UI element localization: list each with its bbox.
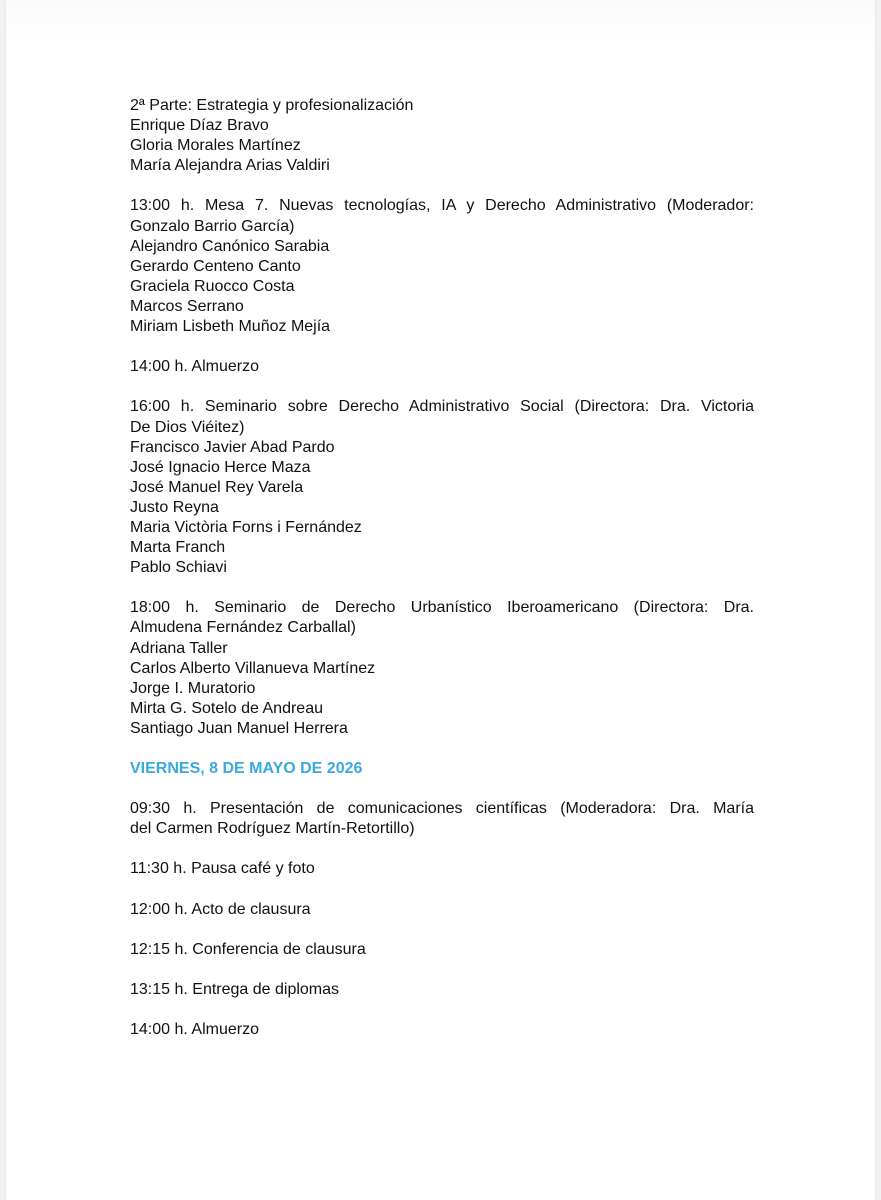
speaker-name: Graciela Ruocco Costa bbox=[130, 277, 295, 295]
speaker-name: Gloria Morales Martínez bbox=[130, 137, 301, 155]
speaker-name: Enrique Díaz Bravo bbox=[130, 117, 269, 135]
speaker-name: Pablo Schiavi bbox=[130, 559, 227, 577]
document-page bbox=[6, 0, 875, 1200]
schedule-item bbox=[130, 900, 754, 920]
schedule-item bbox=[130, 859, 754, 879]
schedule-item-text: 12:15 h. Conferencia de clausura bbox=[130, 940, 366, 958]
program-content bbox=[130, 96, 754, 1060]
schedule-item-text: 14:00 h. Almuerzo bbox=[130, 1021, 259, 1039]
speaker-name: Gerardo Centeno Canto bbox=[130, 257, 301, 275]
schedule-item-text: 11:30 h. Pausa café y foto bbox=[130, 860, 315, 878]
lunch-item: 14:00 h. Almuerzo bbox=[130, 358, 259, 376]
part2-section bbox=[130, 96, 754, 176]
speaker-name: José Ignacio Herce Maza bbox=[130, 458, 311, 476]
mesa7-title-line1: 13:00 h. Mesa 7. Nuevas tecnologías, IA y Derecho Administrativo (Moderador: bbox=[130, 197, 754, 215]
speaker-name: Marcos Serrano bbox=[130, 297, 244, 315]
mesa7-title-line2: Gonzalo Barrio García) bbox=[130, 217, 295, 235]
seminario-urbanistico-title-line1: 18:00 h. Seminario de Derecho Urbanístico Iberoamericano (Directora: Dra. bbox=[130, 599, 754, 617]
speaker-name: Francisco Javier Abad Pardo bbox=[130, 438, 335, 456]
seminario-social-title-line1: 16:00 h. Seminario sobre Derecho Administrativo Social (Directora: Dra. Victoria bbox=[130, 398, 754, 416]
speaker-name: Alejandro Canónico Sarabia bbox=[130, 237, 330, 255]
speaker-name: Santiago Juan Manuel Herrera bbox=[130, 719, 348, 737]
speaker-name: Mirta G. Sotelo de Andreau bbox=[130, 699, 323, 717]
comunicaciones-section bbox=[130, 799, 754, 839]
speaker-name: José Manuel Rey Varela bbox=[130, 478, 304, 496]
day-heading-friday: VIERNES, 8 DE MAYO DE 2026 bbox=[130, 760, 363, 778]
speaker-name: Justo Reyna bbox=[130, 498, 219, 516]
lunch-section bbox=[130, 357, 754, 377]
schedule-item bbox=[130, 980, 754, 1000]
speaker-name: Adriana Taller bbox=[130, 639, 228, 657]
seminario-social-title-line2: De Dios Viéitez) bbox=[130, 418, 245, 436]
schedule-item-text: 12:00 h. Acto de clausura bbox=[130, 900, 311, 918]
seminario-urbanistico-section bbox=[130, 598, 754, 739]
speaker-name: Maria Victòria Forns i Fernández bbox=[130, 518, 362, 536]
page-top-band bbox=[6, 0, 875, 55]
speaker-name: María Alejandra Arias Valdiri bbox=[130, 157, 330, 175]
part2-title: 2ª Parte: Estrategia y profesionalización bbox=[130, 97, 414, 114]
comunicaciones-line2: del Carmen Rodríguez Martín-Retortillo) bbox=[130, 820, 415, 838]
mesa7-section bbox=[130, 196, 754, 337]
speaker-name: Marta Franch bbox=[130, 539, 226, 557]
speaker-name: Carlos Alberto Villanueva Martínez bbox=[130, 659, 376, 677]
schedule-item bbox=[130, 940, 754, 960]
schedule-item bbox=[130, 1020, 754, 1040]
speaker-name: Jorge I. Muratorio bbox=[130, 679, 256, 697]
seminario-social-section bbox=[130, 397, 754, 578]
seminario-urbanistico-title-line2: Almudena Fernández Carballal) bbox=[130, 619, 356, 637]
speaker-name: Miriam Lisbeth Muñoz Mejía bbox=[130, 318, 331, 336]
comunicaciones-line1: 09:30 h. Presentación de comunicaciones científicas (Moderadora: Dra. María bbox=[130, 800, 754, 818]
schedule-item-text: 13:15 h. Entrega de diplomas bbox=[130, 981, 340, 999]
